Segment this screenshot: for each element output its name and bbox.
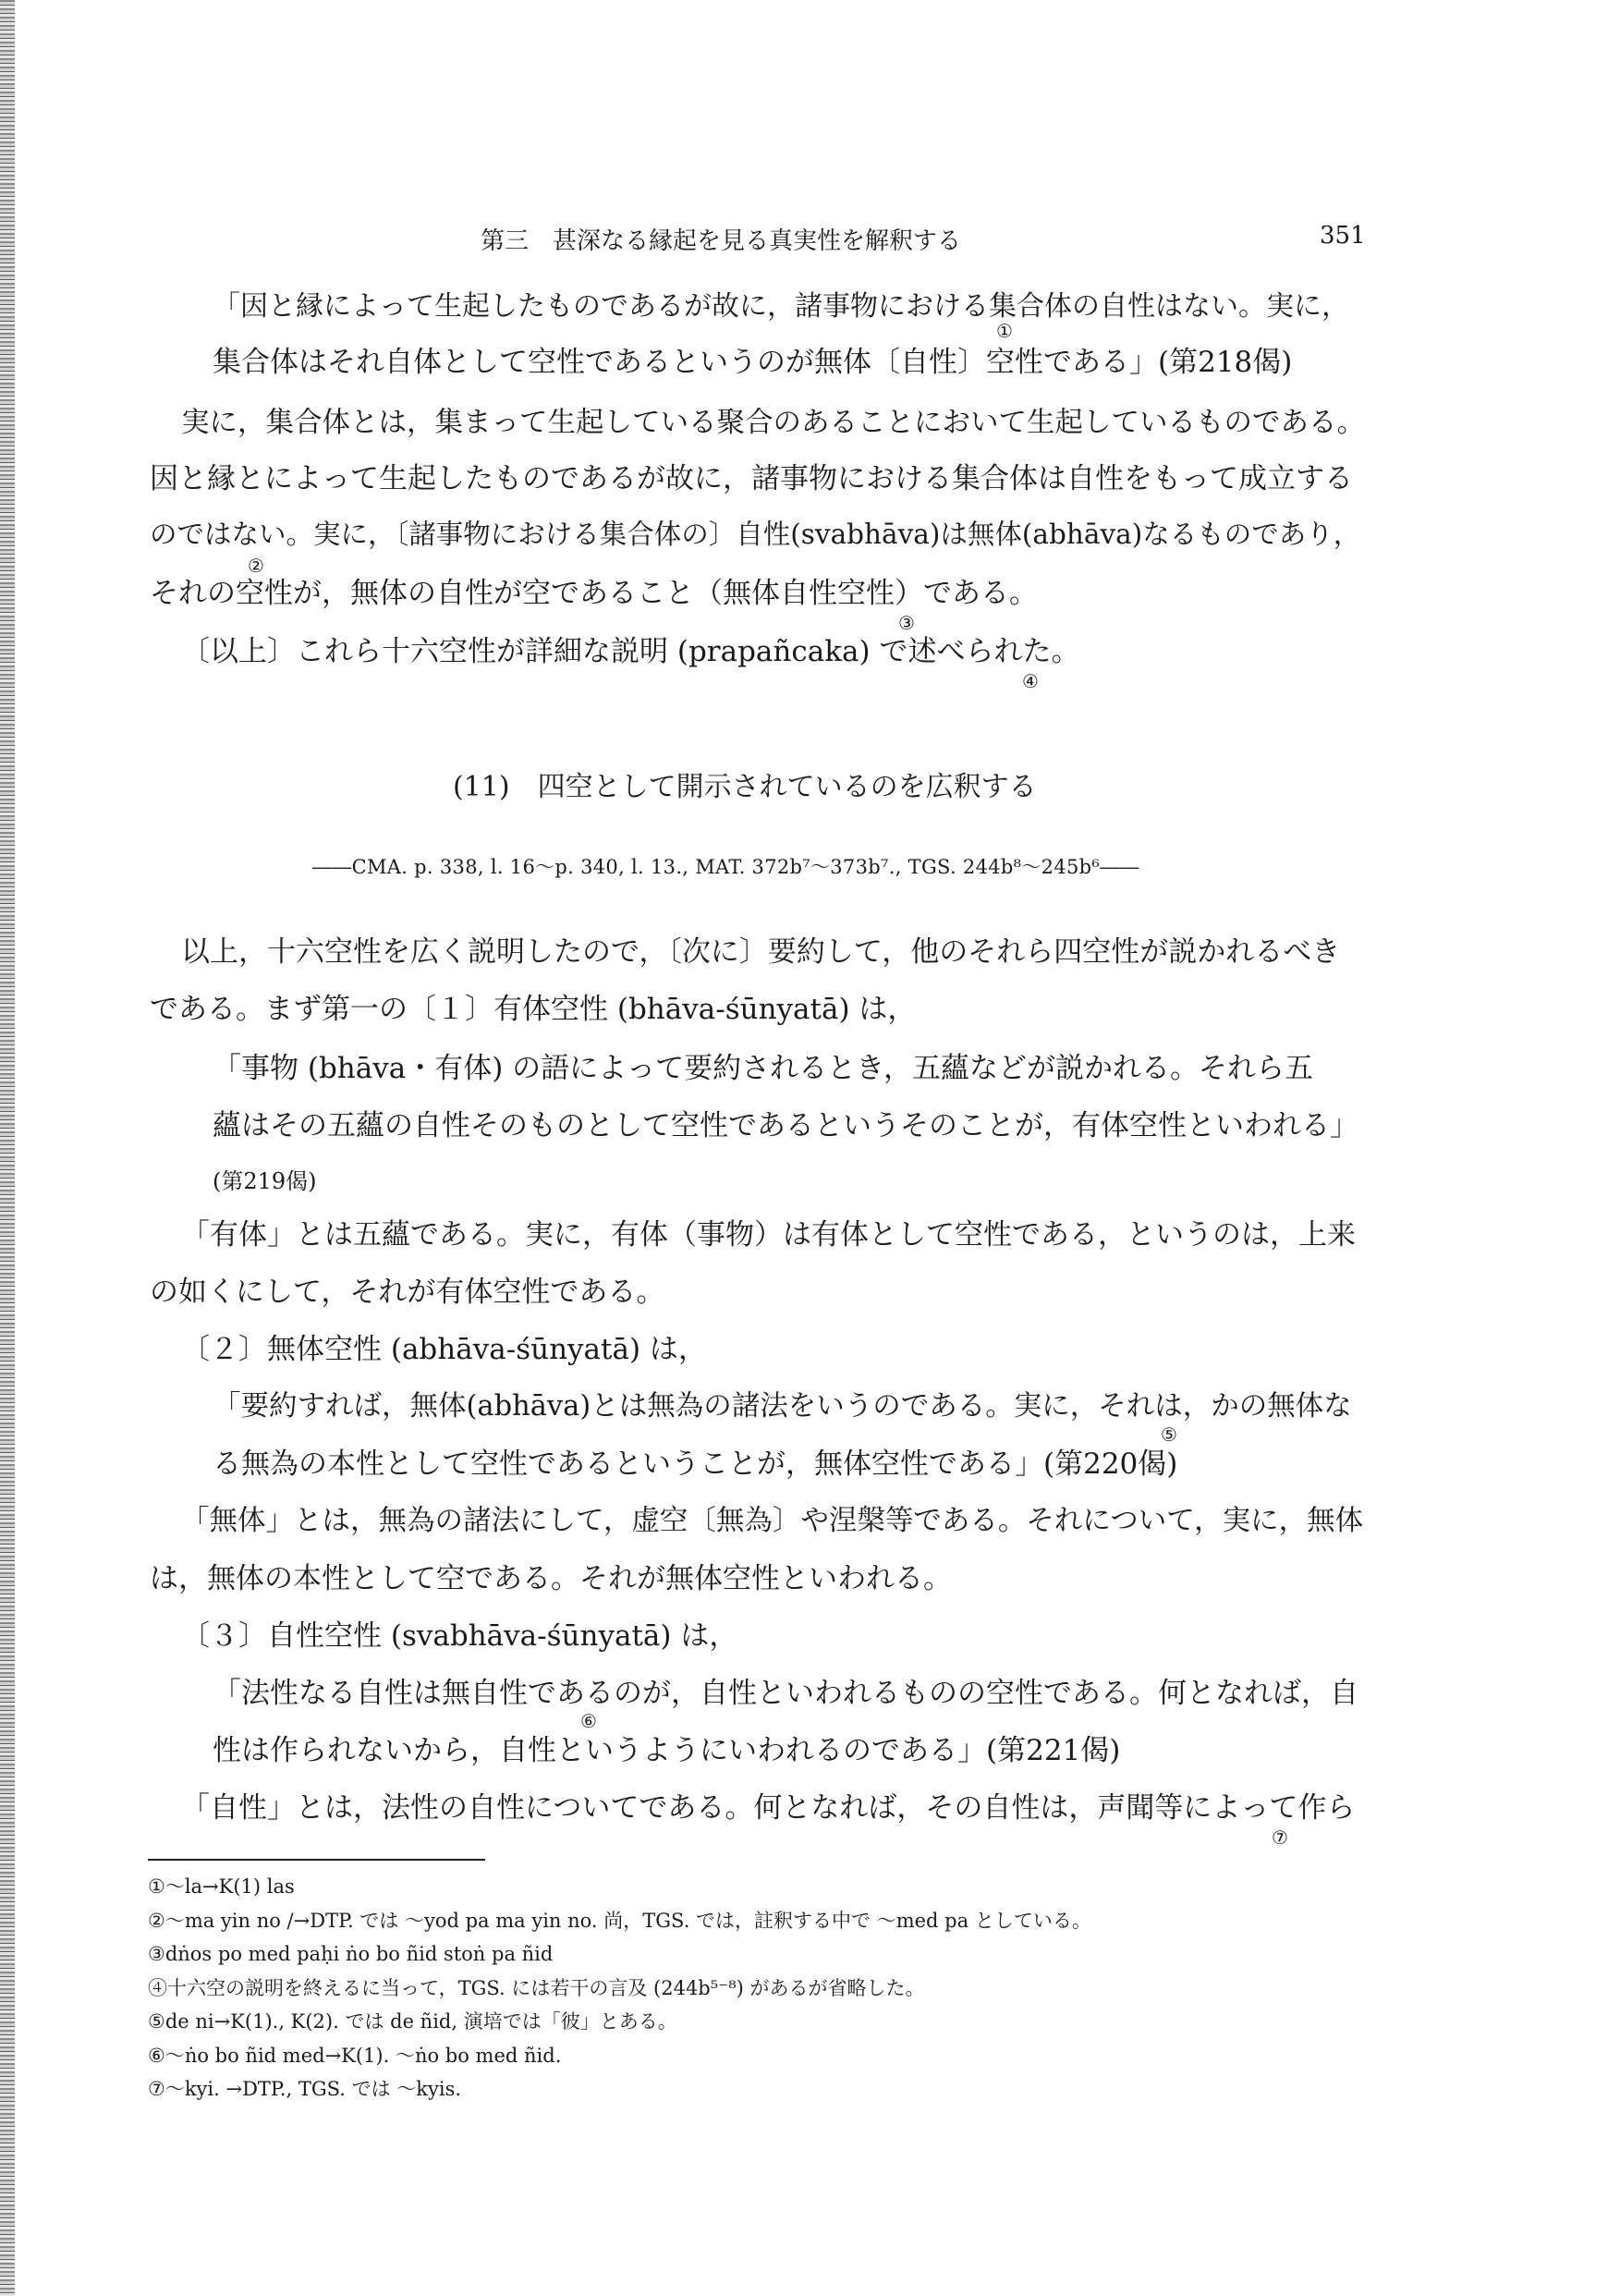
note-marker: ②: [248, 555, 264, 577]
text-line: 実に，集合体とは，集まって生起している聚合のあることにおいて生起しているものである。: [181, 407, 1365, 439]
footnote: ②～ma yin no /→DTP. では ～yod pa ma yin no. 尚，TGS. では，註釈する中で ～med pa としている。: [148, 1910, 1091, 1932]
text-line: のではない。実に，〔諸事物における集合体の〕自性(svabhāva)は無体(abhāva)なるものであり，: [150, 519, 1361, 550]
text-line: の如くにして，それが有体空性である。: [150, 1276, 665, 1309]
text-line: 性は作られないから，自性というようにいわれるのである」(第221偈): [213, 1734, 1121, 1767]
note-marker: ⑥: [580, 1710, 597, 1732]
text-line: 「要約すれば，無体(abhāva)とは無為の諸法をいうのである。実に，それは，かの無体な: [213, 1390, 1352, 1423]
footnote: ①～la→K(1) las: [148, 1875, 295, 1898]
text-line: 〔２〕無体空性 (abhāva-śūnyatā) は，: [181, 1333, 707, 1366]
footnote: ⑥～ṅo bo ñid med→K(1). ～ṅo bo med ñid.: [148, 2045, 562, 2067]
text-line: 集合体はそれ自体として空性であるというのが無体〔自性〕空性である」(第218偈): [213, 346, 1293, 379]
text-line: 〔３〕自性空性 (svabhāva-śūnyatā) は，: [181, 1619, 738, 1653]
footnote: ⑤de ni→K(1)., K(2). では de ñid, 演培では「彼」とある。: [148, 2010, 677, 2033]
text-line: 蘊はその五蘊の自性そのものとして空性であるというそのことが，有体空性といわれる」: [213, 1109, 1358, 1142]
text-line: 因と縁とによって生起したものであるが故に，諸事物における集合体は自性をもって成立する: [150, 462, 1353, 495]
note-marker: ④: [1022, 670, 1039, 692]
text-line: 「有体」とは五蘊である。実に，有体（事物）は有体として空性である，というのは，上来: [181, 1218, 1356, 1252]
text-line: 「事物 (bhāva・有体) の語によって要約されるとき，五蘊などが説かれる。それら五: [213, 1052, 1313, 1085]
note-marker: ①: [996, 320, 1013, 342]
text-line: 「無体」とは，無為の諸法にして，虚空〔無為〕や涅槃等である。それについて，実に，無体: [181, 1505, 1364, 1537]
text-line: 「自性」とは，法性の自性についてである。何となれば，その自性は，声聞等によって作ら: [181, 1791, 1356, 1825]
page-number: 351: [1320, 222, 1366, 250]
text-line: である。まず第一の〔１〕有体空性 (bhāva-śūnyatā) は，: [150, 993, 917, 1026]
footnote: ④十六空の説明を終えるに当って，TGS. には若干の言及 (244b⁵⁻⁸) があるが省略した。: [148, 1977, 925, 1999]
text-line: 「法性なる自性は無自性であるのが，自性といわれるものの空性である。何となれば，自: [213, 1677, 1358, 1710]
running-title: 第三 甚深なる縁起を見る真実性を解釈する: [481, 227, 962, 255]
note-marker: ⑤: [1161, 1423, 1177, 1446]
note-marker: ③: [898, 612, 915, 634]
text-line: 「因と縁によって生起したものであるが故に，諸事物における集合体の自性はない。実に，: [213, 290, 1349, 323]
footnote: ③dṅos po med paḥi ṅo bo ñid stoṅ pa ñid: [148, 1943, 554, 1965]
note-marker: ⑦: [1272, 1826, 1288, 1849]
text-line: (第219偈): [213, 1168, 317, 1194]
text-line: 〔以上〕これら十六空性が詳細な説明 (prapañcaka) で述べられた。: [181, 635, 1080, 668]
footnote: ⑦～kyi. →DTP., TGS. では ～kyis.: [148, 2078, 462, 2100]
footnote-rule: [148, 1859, 485, 1861]
text-line: る無為の本性として空性であるということが，無体空性である」(第220偈): [213, 1447, 1178, 1481]
text-line: 以上，十六空性を広く説明したので，〔次に〕要約して，他のそれら四空性が説かれるべき: [181, 935, 1341, 969]
section-heading: (11) 四空として開示されているのを広釈する: [453, 771, 1037, 803]
text-line: は，無体の本性として空である。それが無体空性といわれる。: [150, 1562, 952, 1595]
source-reference: ――CMA. p. 338, l. 16～p. 340, l. 13., MAT. 372b⁷～373b⁷., TGS. 244b⁸～245b⁶――: [312, 856, 1139, 878]
text-line: それの空性が，無体の自性が空であること（無体自性空性）である。: [150, 577, 1038, 610]
